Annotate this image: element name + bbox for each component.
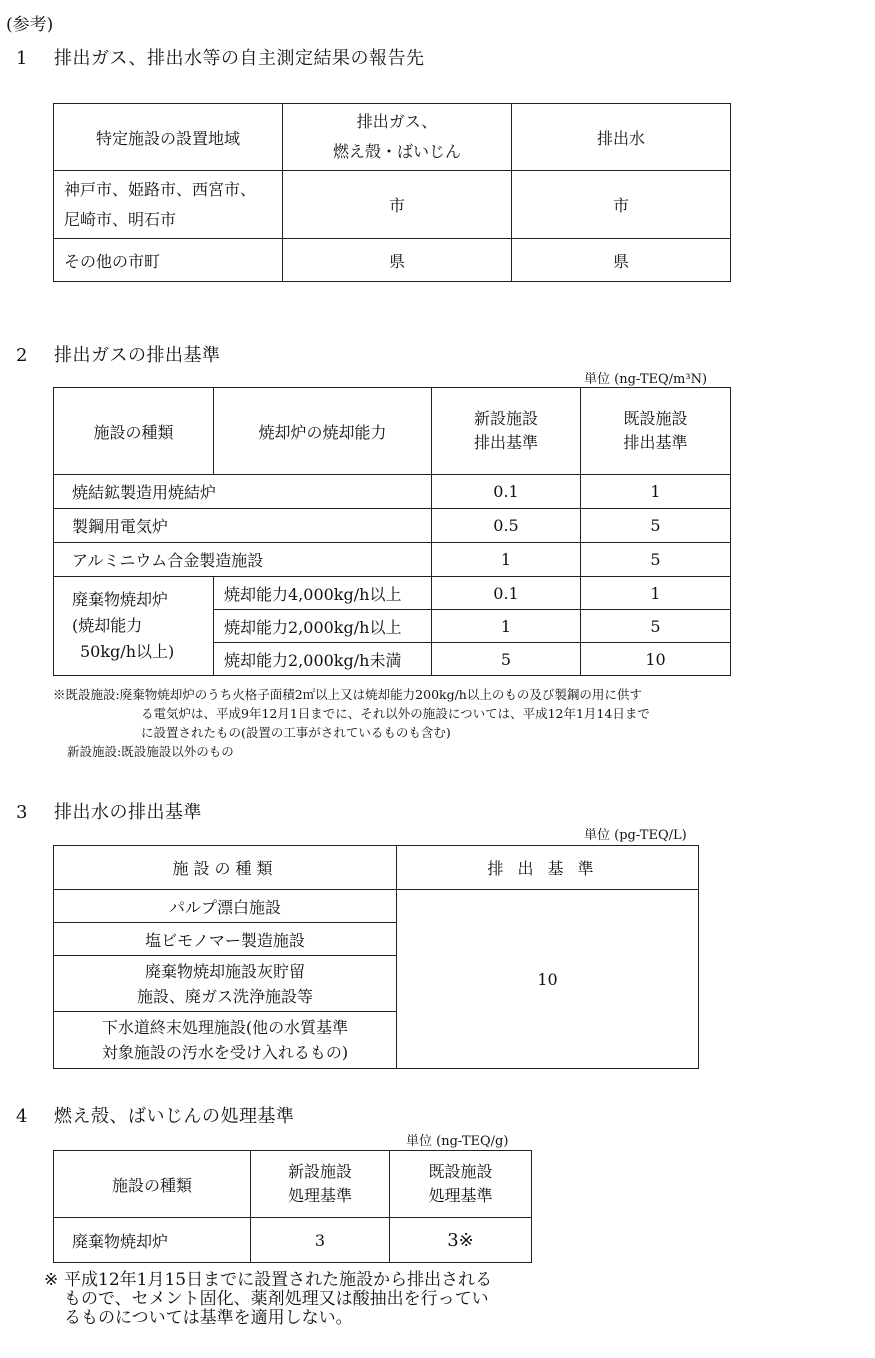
table-row — [54, 509, 731, 543]
section-2-number: 2 — [16, 345, 28, 366]
facility-line2: 対象施設の汚水を受け入れるもの) — [101, 1043, 349, 1062]
note-line2: る電気炉は、平成9年12月1日までに、それ以外の施設については、平成12年1月14日まで — [141, 706, 650, 721]
waste-label-line2: (焼却能力 — [72, 616, 143, 635]
section-3-title: 排出水の排出基準 — [54, 802, 202, 823]
table-row — [54, 475, 731, 509]
note-mark: ※ — [44, 1270, 59, 1290]
header-gas-line2: 燃え殻・ばいじん — [332, 142, 461, 161]
header-water: 排出水 — [512, 104, 731, 171]
note-line3: に設置されたもの(設置の工事がされているものも含む) — [141, 725, 451, 740]
old-standard: 5 — [581, 509, 731, 543]
old-standard: 1 — [581, 475, 731, 509]
note-line1: ※既設施設:廃棄物焼却炉のうち火格子面積2㎡以上又は焼却能力200kg/h以上のもの及び製鋼の用に供す — [53, 687, 642, 702]
new-standard: 5 — [432, 643, 581, 676]
section-4-number: 4 — [16, 1106, 28, 1127]
old-standard: 3※ — [390, 1218, 532, 1263]
header-standard: 排出基準 — [397, 846, 699, 890]
facility-line1: 下水道終末処理施設(他の水質基準 — [101, 1018, 349, 1037]
table-row — [54, 577, 731, 610]
standard-value: 10 — [397, 890, 699, 1069]
section-3-number: 3 — [16, 802, 28, 823]
header-type: 施設の種類 — [54, 388, 214, 475]
section-3-heading — [16, 798, 202, 824]
waste-incinerator-label — [54, 577, 214, 676]
header-old-line2: 処理基準 — [428, 1186, 493, 1205]
waste-label-line1: 廃棄物焼却炉 — [72, 590, 169, 609]
table-row — [54, 543, 731, 577]
old-standard: 10 — [581, 643, 731, 676]
ash-treatment-standard-table — [53, 1150, 532, 1263]
new-standard: 0.1 — [432, 475, 581, 509]
section-3-unit: 単位 (pg-TEQ/L) — [584, 828, 687, 843]
header-old-line1: 既設施設 — [623, 409, 688, 428]
header-new — [251, 1151, 390, 1218]
facility-name: アルミニウム合金製造施設 — [54, 543, 432, 577]
table-header-row — [54, 846, 699, 890]
section-4-note — [44, 1271, 564, 1328]
old-standard: 5 — [581, 543, 731, 577]
new-standard: 1 — [432, 543, 581, 577]
header-old — [581, 388, 731, 475]
table-row — [54, 890, 699, 923]
capacity-cell: 焼却能力2,000kg/h以上 — [214, 610, 432, 643]
header-type: 施設の種類 — [54, 846, 397, 890]
section-1-title: 排出ガス、排出水等の自主測定結果の報告先 — [54, 48, 425, 69]
waste-label-line3: 50kg/h以上) — [80, 642, 175, 661]
gas-cell: 県 — [283, 239, 512, 282]
reference-label: (参考) — [6, 15, 54, 35]
new-standard: 0.1 — [432, 577, 581, 610]
area-line2: 尼崎市、明石市 — [64, 209, 177, 229]
section-1-heading — [16, 44, 425, 70]
new-standard: 0.5 — [432, 509, 581, 543]
gas-cell: 市 — [283, 171, 512, 239]
water-cell: 市 — [512, 171, 731, 239]
water-cell: 県 — [512, 239, 731, 282]
facility-line2: 施設、廃ガス洗浄施設等 — [136, 986, 313, 1006]
facility-line1: 廃棄物焼却施設灰貯留 — [144, 961, 305, 981]
header-new-line1: 新設施設 — [287, 1162, 352, 1181]
note-line3: るものについては基準を適用しない。 — [64, 1308, 353, 1328]
section-2-unit: 単位 (ng-TEQ/m³N) — [584, 372, 708, 387]
header-old-line2: 排出基準 — [623, 433, 688, 452]
table-header-row — [54, 388, 731, 475]
old-standard: 5 — [581, 610, 731, 643]
facility-name: 塩ビモノマー製造施設 — [54, 923, 397, 956]
report-destination-table — [53, 103, 731, 282]
old-standard: 1 — [581, 577, 731, 610]
area-line1: 神戸市、姫路市、西宮市、 — [64, 179, 257, 199]
capacity-cell: 焼却能力2,000kg/h未満 — [214, 643, 432, 676]
note-line4: 新設施設:既設施設以外のもの — [67, 744, 234, 759]
header-gas-line1: 排出ガス、 — [356, 112, 438, 131]
facility-name — [54, 1012, 397, 1069]
note-line1: 平成12年1月15日までに設置された施設から排出される — [64, 1270, 493, 1290]
header-type: 施設の種類 — [54, 1151, 251, 1218]
section-1-number: 1 — [16, 48, 28, 69]
table-header-row — [54, 104, 731, 171]
facility-name: パルプ漂白施設 — [54, 890, 397, 923]
header-new — [432, 388, 581, 475]
header-new-line1: 新設施設 — [473, 409, 538, 428]
header-old-line1: 既設施設 — [428, 1162, 493, 1181]
section-2-note — [53, 685, 743, 761]
facility-name — [54, 956, 397, 1012]
section-2-title: 排出ガスの排出基準 — [54, 345, 221, 366]
note-line2: もので、セメント固化、薬剤処理又は酸抽出を行ってい — [64, 1289, 489, 1309]
new-standard: 3 — [251, 1218, 390, 1263]
header-area: 特定施設の設置地域 — [54, 104, 283, 171]
effluent-standard-table — [53, 845, 699, 1069]
header-new-line2: 排出基準 — [473, 433, 538, 452]
header-new-line2: 処理基準 — [287, 1186, 352, 1205]
section-4-heading — [16, 1102, 295, 1128]
facility-name: 製鋼用電気炉 — [54, 509, 432, 543]
table-row — [54, 239, 731, 282]
table-header-row — [54, 1151, 532, 1218]
facility-name: 廃棄物焼却炉 — [54, 1218, 251, 1263]
area-cell: その他の市町 — [54, 239, 283, 282]
section-4-unit: 単位 (ng-TEQ/g) — [406, 1134, 509, 1149]
new-standard: 1 — [432, 610, 581, 643]
table-row — [54, 171, 731, 239]
area-cell — [54, 171, 283, 239]
capacity-cell: 焼却能力4,000kg/h以上 — [214, 577, 432, 610]
section-4-title: 燃え殻、ばいじんの処理基準 — [54, 1106, 295, 1127]
header-gas — [283, 104, 512, 171]
section-2-heading — [16, 341, 221, 367]
header-capacity: 焼却炉の焼却能力 — [214, 388, 432, 475]
facility-name: 焼結鉱製造用焼結炉 — [54, 475, 432, 509]
exhaust-gas-standard-table — [53, 387, 731, 676]
table-row — [54, 1218, 532, 1263]
header-old — [390, 1151, 532, 1218]
